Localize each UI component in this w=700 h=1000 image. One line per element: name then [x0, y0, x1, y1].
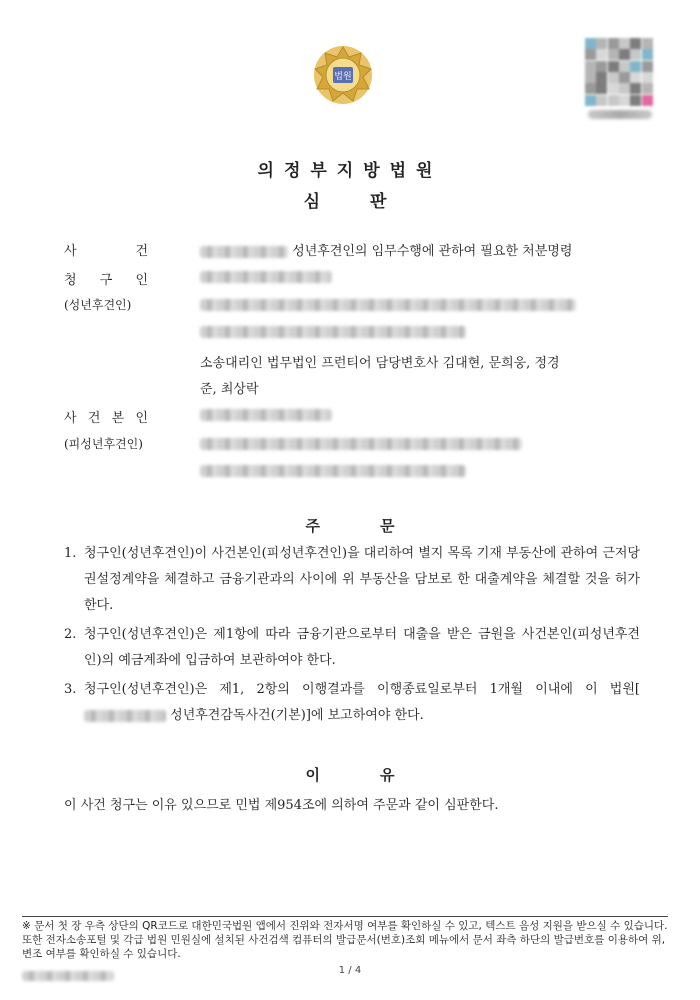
order-item: 1. 청구인(성년후견인)이 사건본인(피성년후견인)을 대리하여 별지 목록 기재 부동산에 관하여 근저당권설정계약을 체결하고 금융기관과의 사이에 위 부동산을 담보로 한 대출계약을 체결할 것을 허가한다. [64, 541, 640, 619]
reason-text: 이 사건 청구는 이유 있으므로 민법 제954조에 의하여 주문과 같이 심판한다. [64, 798, 499, 813]
order-item-text: 청구인(성년후견인)이 사건본인(피성년후견인)을 대리하여 별지 목록 기재 부동산에 관하여 근저당권설정계약을 체결하고 금융기관과의 사이에 위 부동산을 담보로 한 대출계약을 체결할 것을 허가한다. [84, 546, 640, 613]
case-title: 성년후견인의 임무수행에 관하여 필요한 처분명령 [292, 244, 573, 259]
principal-address-redacted [200, 436, 522, 451]
order-item: 2. 청구인(성년후견인)은 제1항에 따라 금융기관으로부터 대출을 받은 금원을 사건본인(피성년후견인)의 예금계좌에 입금하여 보관하여야 한다. [64, 622, 640, 674]
case-number-redacted [84, 710, 166, 722]
principal-name-row [200, 407, 332, 422]
claimant-address-redacted-2 [200, 324, 466, 339]
order-item: 3. 청구인(성년후견인)은 제1, 2항의 이행결과를 이행종료일로부터 1개월 이내에 이 법원[ 성년후견감독사건(기본)]에 보고하여야 한다. [64, 677, 640, 729]
verification-notice: ※ 문서 첫 장 우측 상단의 QR코드로 대한민국법원 앱에서 진위와 전자서명 여부를 확인하실 수 있고, 텍스트 음성 지원을 받으실 수 있습니다. 또한 전자소송포털 및 각급 법원 민원실에 설치된 사건검색 컴퓨터의 발급문서(번호)조회 메뉴에서 문서 좌측 하단의 발급번호를 이용하여 위,변조 여부를 확인하실 수 있습니다. [22, 916, 668, 961]
claimant-sub-label: (성년후견인) [64, 298, 132, 312]
principal-sub-label: (피성년후견인) [64, 437, 143, 451]
attorney-line-cont: 준, 최상락 [200, 382, 259, 397]
principal-label: 사 건 본 인 [64, 411, 148, 426]
qr-caption-redacted [588, 110, 652, 119]
claimant-name-row [200, 269, 332, 284]
order-item-text: 청구인(성년후견인)은 제1, 2항의 이행결과를 이행종료일로부터 1개월 이내에 이 법원[ 성년후견감독사건(기본)]에 보고하여야 한다. [84, 682, 640, 723]
claimant-address-redacted [200, 297, 576, 312]
attorney-info [200, 351, 640, 403]
qr-code-icon [585, 38, 653, 106]
order-heading: 주문 [305, 517, 455, 535]
attorney-line: 소송대리인 법무법인 프런티어 담당변호사 김대현, 문희웅, 정경 [200, 356, 560, 371]
claimant-label: 청 구 인 [64, 273, 148, 288]
document-type-title: 심판 [303, 192, 437, 212]
case-row [200, 240, 572, 259]
case-label: 사 건 [64, 244, 148, 259]
page-number: 1 / 4 [338, 965, 362, 976]
principal-name-redacted [200, 409, 332, 421]
reason-heading: 이유 [305, 766, 455, 784]
court-seal-icon [311, 43, 375, 107]
order-item-text: 청구인(성년후견인)은 제1항에 따라 금융기관으로부터 대출을 받은 금원을 사건본인(피성년후견인)의 예금계좌에 입금하여 보관하여야 한다. [84, 627, 640, 668]
court-name: 의정부지방법원 [257, 161, 443, 181]
claimant-name-redacted [200, 271, 332, 283]
principal-address-redacted-2 [200, 463, 466, 478]
seal-text: 법원 [334, 72, 352, 82]
case-number-redacted [200, 246, 288, 258]
